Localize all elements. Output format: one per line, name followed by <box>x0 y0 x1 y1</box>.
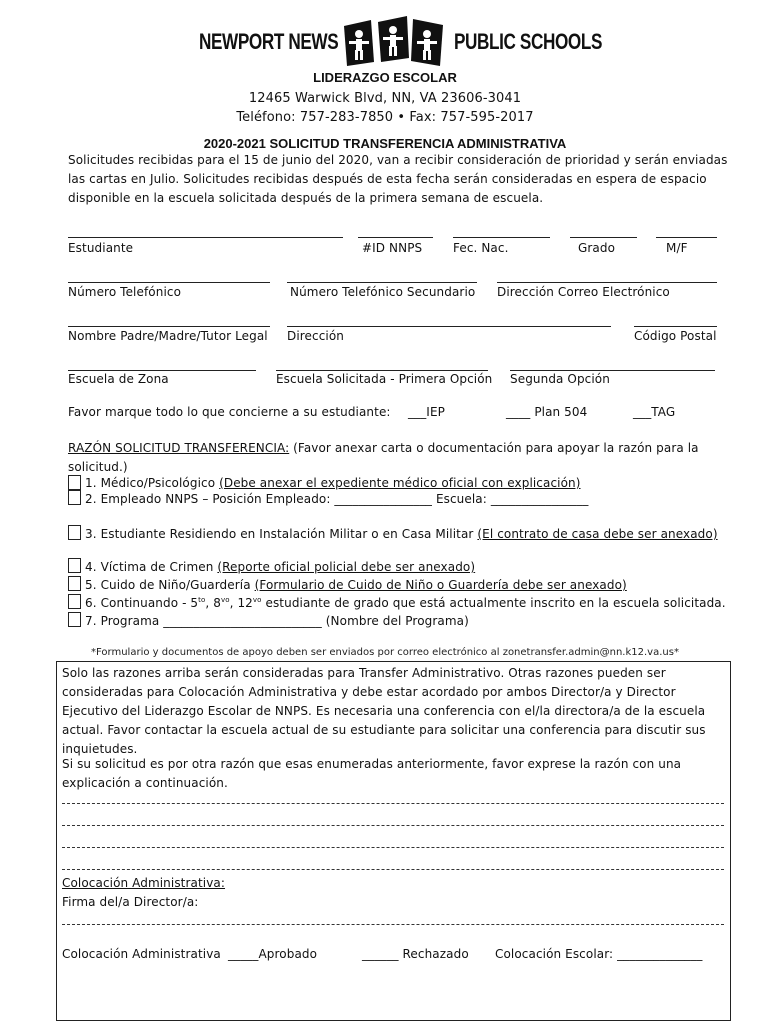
footer-placement-label: Colocación Administrativa <box>62 947 221 961</box>
explanation-line-2[interactable] <box>62 825 724 826</box>
mark-prompt: Favor marque todo lo que concierne a su estudiante: <box>68 405 391 419</box>
label-dob: Fec. Nac. <box>453 241 509 255</box>
reason-3: 3. Estudiante Residiendo en Instalación Militar o en Casa Militar (El contrato de casa debe ser anexado) <box>85 527 718 541</box>
label-zip: Código Postal <box>634 329 717 343</box>
brand-left: NEWPORT NEWS <box>199 29 339 54</box>
label-address: Dirección <box>287 329 345 343</box>
reason-2: 2. Empleado NNPS – Posición Empleado: ________________ Escuela: ________________ <box>85 492 589 506</box>
reason-1-checkbox[interactable] <box>68 475 81 490</box>
form-title: 2020-2021 SOLICITUD TRANSFERENCIA ADMINISTRATIVA <box>203 136 567 151</box>
label-email: Dirección Correo Electrónico <box>497 285 670 299</box>
intro-paragraph: Solicitudes recibidas para el 15 de junio del 2020, van a recibir consideración de prioridad y serán enviadas las cartas en Julio. Solicitudes recibidas después de esta fecha serán consideradas en espera de espacio disponible en la escuela solicitada después de la primera semana de escuela. <box>68 153 728 205</box>
email-notice: *Formulario y documentos de apoyo deben ser enviados por correo electrónico al zonetransfer.admin@nn.k12.va.us* <box>91 647 679 658</box>
reason-6-checkbox[interactable] <box>68 594 81 609</box>
label-grade: Grado <box>578 241 616 255</box>
reason-7-checkbox[interactable] <box>68 612 81 627</box>
office-address: 12465 Warwick Blvd, NN, VA 23606-3041 <box>248 91 522 106</box>
signature-label: Firma del/a Director/a: <box>62 895 199 909</box>
reason-2-checkbox[interactable] <box>68 490 81 505</box>
label-school-second: Segunda Opción <box>510 372 610 386</box>
box-paragraph-1: Solo las razones arriba serán consideradas para Transfer Administrativo. Otras razones pueden ser consideradas para Colocación Administrativa y debe estar acordado por ambos Director/a y Director Ejecutivo del Liderazgo Escolar de NNPS. Es necesaria una conferencia con el/la directora/a de la escuela actual. Favor contactar la escuela actual de su estudiante para solicitar una conferencia para discutir sus inquietudes. <box>62 666 706 756</box>
mark-504[interactable]: ____ Plan 504 <box>506 405 588 419</box>
signature-line[interactable] <box>62 924 724 925</box>
office-name: LIDERAZGO ESCOLAR <box>313 70 457 85</box>
mark-tag[interactable]: ___TAG <box>633 405 676 419</box>
label-student: Estudiante <box>68 241 134 255</box>
reason-4: 4. Víctima de Crimen (Reporte oficial policial debe ser anexado) <box>85 560 476 574</box>
reason-3-checkbox[interactable] <box>68 525 81 540</box>
label-id: #ID NNPS <box>362 241 423 255</box>
reason-note: (Favor anexar carta o documentación para apoyar la razón para la solicitud.) <box>68 441 699 474</box>
label-zone-school: Escuela de Zona <box>68 372 169 386</box>
label-guardian: Nombre Padre/Madre/Tutor Legal <box>68 329 268 343</box>
reason-7: 7. Programa __________________________ (Nombre del Programa) <box>85 614 469 628</box>
label-gender: M/F <box>666 241 688 255</box>
box-paragraph-2: Si su solicitud es por otra razón que esas enumeradas anteriormente, favor exprese la razón con una explicación a continuación. <box>62 757 682 790</box>
explanation-line-1[interactable] <box>62 803 724 804</box>
placement-heading: Colocación Administrativa: <box>62 876 226 890</box>
brand-right: PUBLIC SCHOOLS <box>454 29 603 54</box>
reason-heading: RAZÓN SOLICITUD TRANSFERENCIA: <box>68 441 290 455</box>
reason-5-checkbox[interactable] <box>68 576 81 591</box>
reason-5: 5. Cuido de Niño/Guardería (Formulario de Cuido de Niño o Guardería debe ser anexado) <box>85 578 627 592</box>
mark-iep[interactable]: ___IEP <box>408 405 445 419</box>
explanation-line-4[interactable] <box>62 869 724 870</box>
rejected-mark[interactable]: ______ Rechazado <box>362 947 469 961</box>
district-logo <box>341 14 446 72</box>
approved-mark[interactable]: _____Aprobado <box>228 947 318 961</box>
label-phone: Número Telefónico <box>68 285 182 299</box>
school-placement[interactable]: Colocación Escolar: ______________ <box>495 947 703 961</box>
reason-4-checkbox[interactable] <box>68 558 81 573</box>
explanation-line-3[interactable] <box>62 847 724 848</box>
label-phone-secondary: Número Telefónico Secundario <box>290 285 476 299</box>
office-phone: Teléfono: 757-283-7850 • Fax: 757-595-2017 <box>236 110 534 125</box>
reason-1: 1. Médico/Psicológico (Debe anexar el expediente médico oficial con explicación) <box>85 476 581 490</box>
label-school-first: Escuela Solicitada - Primera Opción <box>276 372 493 386</box>
reason-6: 6. Continuando - $5^{to}$, $8^{vo}$, $12^{vo}$ estudiante de grado que está actualmente inscrito en la escuela solicitada. <box>85 596 726 610</box>
reason-block <box>68 439 728 477</box>
